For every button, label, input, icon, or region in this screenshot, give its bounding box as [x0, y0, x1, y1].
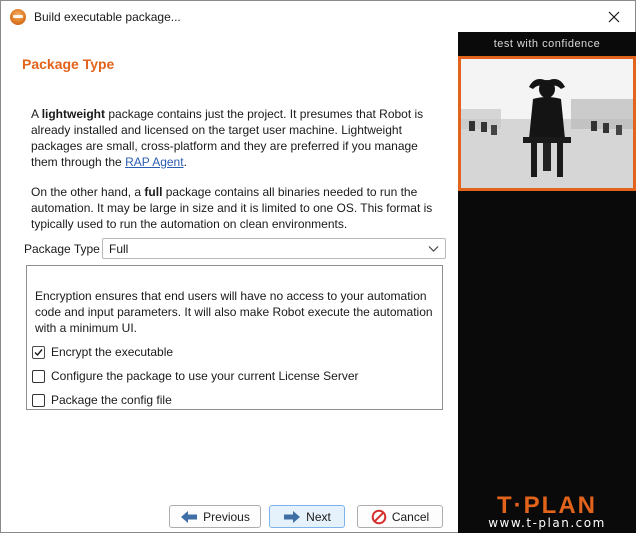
content-panel: [1, 32, 457, 532]
arrow-right-icon: [283, 510, 301, 524]
text-fragment: package contains all binaries needed to run the automation. It may be large in size and it is limited to one OS. This format is typically used to run the automation on clean environments.: [31, 185, 433, 231]
close-icon: [608, 11, 620, 23]
cancel-icon: [371, 509, 387, 525]
checkbox-label: Configure the package to use your current License Server: [51, 369, 359, 383]
lightweight-description: [31, 106, 441, 170]
page-title: Package Type: [22, 56, 115, 72]
close-button[interactable]: [603, 6, 625, 28]
banner-photo: [461, 59, 633, 188]
tplan-logo: T·PLAN: [497, 492, 597, 519]
bold-term-lightweight: lightweight: [41, 107, 106, 121]
checkbox-box[interactable]: [32, 370, 45, 383]
cancel-button[interactable]: [357, 505, 443, 528]
website-url: www.t-plan.com: [488, 516, 606, 530]
package-type-select[interactable]: [102, 238, 446, 259]
bold-term-full: full: [144, 185, 163, 199]
package-type-value: Full: [109, 242, 129, 256]
tagline: test with confidence: [493, 38, 601, 50]
brand-banner: [458, 32, 636, 533]
checkbox-label: Encrypt the executable: [51, 345, 174, 359]
cancel-label: Cancel: [391, 509, 430, 524]
previous-label: Previous: [203, 509, 250, 524]
app-icon: [10, 9, 26, 25]
previous-button[interactable]: [169, 505, 261, 528]
checkbox-box[interactable]: [32, 394, 45, 407]
text-fragment: package contains just the project. It presumes that Robot is already installed and licensed on the target user machine. Lightweight packages are small, cross-platform and they are preferred if you manage them through the: [31, 107, 424, 169]
chevron-down-icon: [428, 243, 439, 254]
license-server-checkbox[interactable]: [32, 368, 359, 384]
checkmark-icon: [33, 347, 44, 358]
encryption-group: [26, 265, 443, 410]
encrypt-executable-checkbox[interactable]: [32, 344, 173, 360]
next-button[interactable]: [269, 505, 345, 528]
text-fragment: On the other hand, a: [31, 185, 145, 199]
encryption-description: Encryption ensures that end users will have no access to your automation code and input parameters. It will also make Robot execute the automation with a minimum UI.: [35, 289, 433, 335]
window-title: Build executable package...: [34, 10, 181, 24]
checkbox-box[interactable]: [32, 346, 45, 359]
office-scene-illustration: [461, 59, 633, 188]
next-label: Next: [306, 509, 331, 524]
text-fragment: A: [31, 107, 42, 121]
rap-agent-link[interactable]: RAP Agent: [125, 155, 184, 169]
banner-photo-frame: [458, 56, 636, 191]
package-type-label: Package Type: [24, 242, 100, 256]
text-fragment: .: [183, 155, 187, 169]
arrow-left-icon: [180, 510, 198, 524]
checkbox-label: Package the config file: [51, 393, 172, 407]
package-config-checkbox[interactable]: [32, 392, 172, 408]
title-bar: [1, 1, 635, 32]
full-description: [31, 184, 441, 232]
